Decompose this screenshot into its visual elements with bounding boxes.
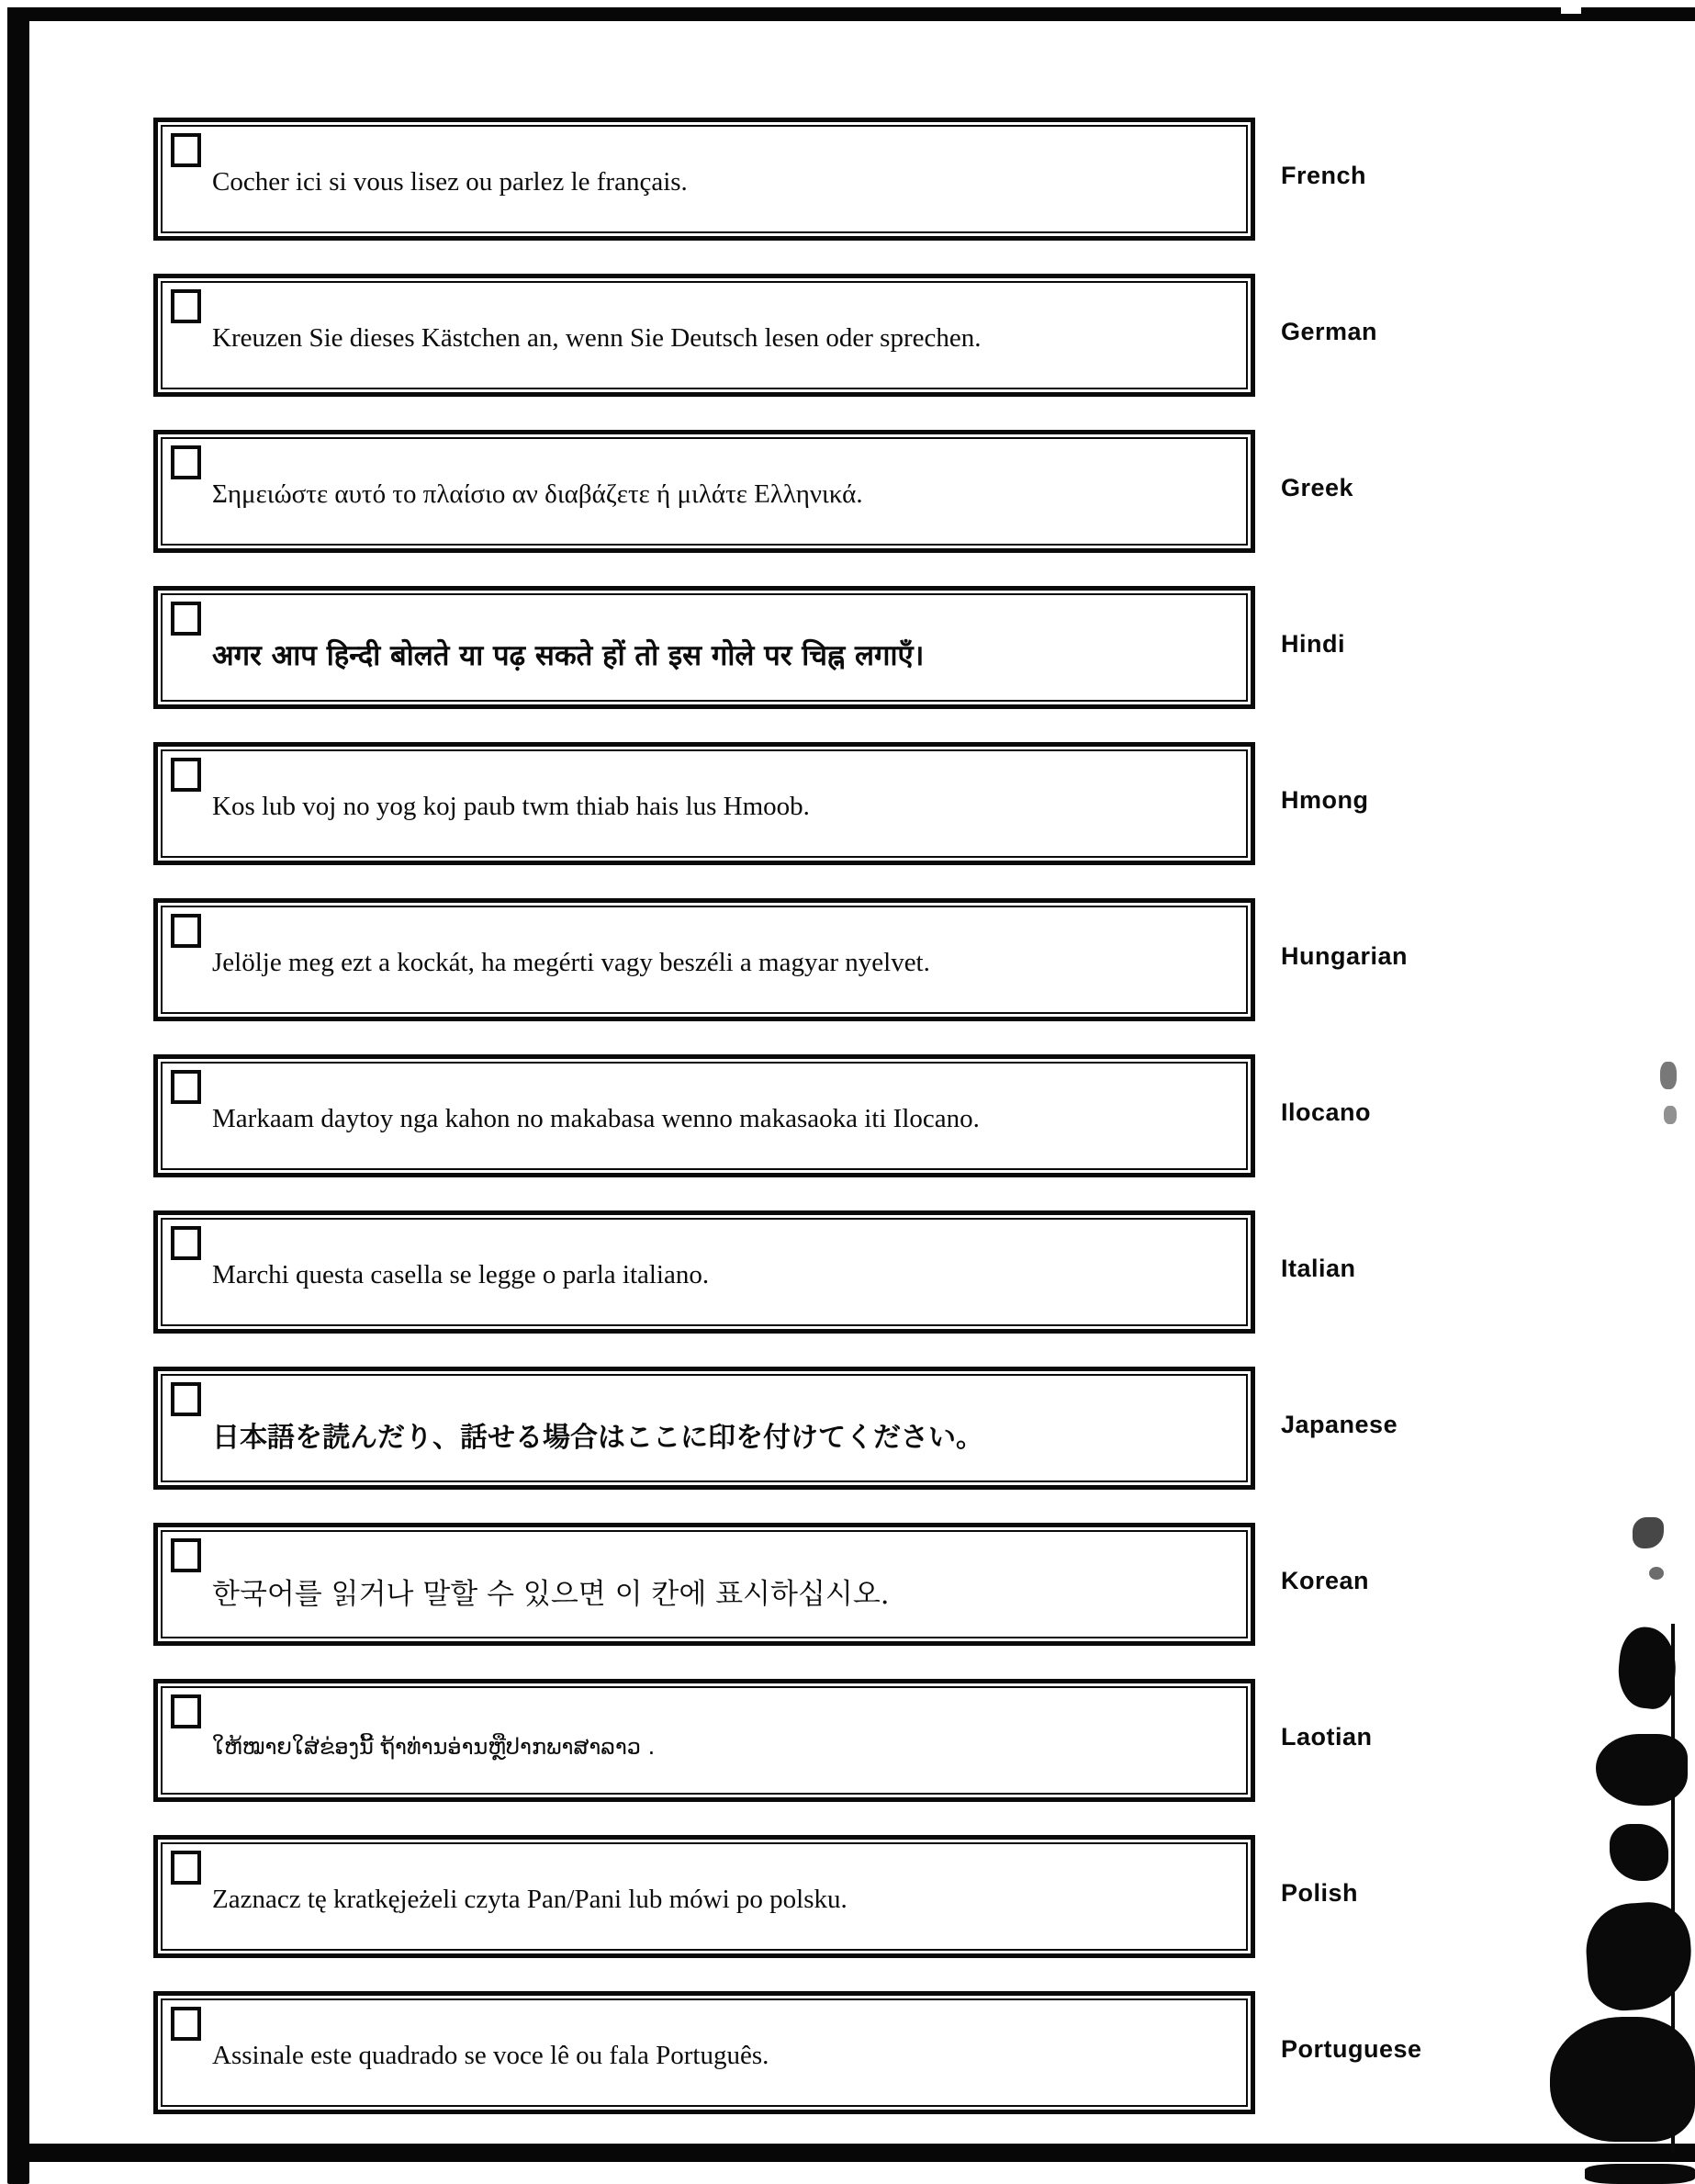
language-statement-box [153, 898, 1255, 1021]
language-checkbox[interactable] [171, 602, 201, 636]
language-row [153, 1835, 1622, 1958]
language-checkbox[interactable] [171, 1694, 201, 1728]
instruction-text: Assinale este quadrado se voce lê ou fala Português. [212, 2041, 769, 2070]
statement-box-inner-border [161, 1530, 1248, 1638]
language-statement-box [153, 1835, 1255, 1958]
instruction-text: Kreuzen Sie dieses Kästchen an, wenn Sie Deutsch lesen oder sprechen. [212, 323, 982, 353]
scan-noise-blob [1615, 1625, 1680, 1711]
language-checkbox[interactable] [171, 133, 201, 167]
instruction-text: Jelölje meg ezt a kockát, ha megérti vagy beszéli a magyar nyelvet. [212, 948, 930, 977]
instruction-text: Markaam daytoy nga kahon no makabasa wenno makasaoka iti Ilocano. [212, 1104, 980, 1133]
language-name-label: Japanese [1281, 1411, 1398, 1438]
language-checkbox[interactable] [171, 1382, 201, 1416]
language-statement-box [153, 1679, 1255, 1802]
instruction-text: Marchi questa casella se legge o parla italiano. [212, 1260, 710, 1289]
instruction-text: Kos lub voj no yog koj paub twm thiab hais lus Hmoob. [212, 792, 810, 821]
language-checkbox[interactable] [171, 1851, 201, 1885]
statement-box-inner-border [161, 281, 1248, 389]
language-statement-box [153, 1210, 1255, 1334]
language-checkbox[interactable] [171, 1538, 201, 1572]
language-name-label: Hmong [1281, 786, 1369, 814]
statement-box-inner-border [161, 125, 1248, 233]
language-checkbox[interactable] [171, 2007, 201, 2041]
statement-box-inner-border [161, 1842, 1248, 1951]
language-statement-box [153, 586, 1255, 709]
language-checkbox[interactable] [171, 445, 201, 479]
language-row [153, 1991, 1622, 2114]
statement-box-inner-border [161, 1062, 1248, 1170]
language-name-label: Laotian [1281, 1723, 1373, 1751]
scan-noise-speck [1649, 1567, 1664, 1580]
language-row [153, 1523, 1622, 1646]
instruction-text: Zaznacz tę kratkęjeżeli czyta Pan/Pani lub mówi po polsku. [212, 1885, 848, 1914]
scan-noise-speck [1660, 1062, 1677, 1089]
scan-artifact-top-notch [1561, 7, 1581, 14]
language-name-label: Italian [1281, 1255, 1356, 1282]
language-checkbox[interactable] [171, 289, 201, 323]
language-statement-box [153, 742, 1255, 865]
language-statement-box [153, 1991, 1255, 2114]
language-name-label: Portuguese [1281, 2035, 1422, 2063]
scan-noise-blob [1633, 1517, 1664, 1548]
scan-artifact-left-bar [7, 9, 29, 2184]
language-rows-container [153, 118, 1622, 2147]
language-statement-box [153, 430, 1255, 553]
language-row [153, 1054, 1622, 1177]
instruction-text: 한국어를 읽거나 말할 수 있으면 이 칸에 표시하십시오. [212, 1578, 890, 1611]
statement-box-inner-border [161, 1374, 1248, 1482]
language-statement-box [153, 1367, 1255, 1490]
language-row [153, 118, 1622, 241]
language-statement-box [153, 1054, 1255, 1177]
instruction-text: अगर आप हिन्दी बोलते या पढ़ सकते हों तो इस गोले पर चिह्न लगाएँ। [212, 639, 925, 672]
language-checkbox[interactable] [171, 914, 201, 948]
language-name-label: Korean [1281, 1567, 1370, 1594]
language-row [153, 1679, 1622, 1802]
language-checkbox[interactable] [171, 1226, 201, 1260]
language-name-label: Hindi [1281, 630, 1345, 658]
language-statement-box [153, 274, 1255, 397]
language-name-label: French [1281, 162, 1367, 189]
language-checkbox[interactable] [171, 1070, 201, 1104]
statement-box-inner-border [161, 906, 1248, 1014]
language-row [153, 1367, 1622, 1490]
statement-box-inner-border [161, 1686, 1248, 1795]
language-statement-box [153, 1523, 1255, 1646]
scan-noise-speck [1664, 1106, 1677, 1124]
language-name-label: Polish [1281, 1879, 1359, 1907]
language-row [153, 1210, 1622, 1334]
language-row [153, 274, 1622, 397]
instruction-text: ໃຫ້ໝາຍໃສ່ຂ່ອງນີ້ ຖ້າທ່ານອ່ານຫຼືປາກພາສາລາວ . [212, 1734, 656, 1760]
statement-box-inner-border [161, 749, 1248, 858]
language-checkbox[interactable] [171, 758, 201, 792]
scan-noise-blob [1585, 2164, 1695, 2184]
instruction-text: Cocher ici si vous lisez ou parlez le français. [212, 167, 688, 197]
statement-box-inner-border [161, 1218, 1248, 1326]
scan-artifact-top-bar [7, 7, 1695, 21]
instruction-text: Σημειώστε αυτό το πλαίσιο αν διαβάζετε ή μιλάτε Ελληνικά. [212, 479, 863, 509]
language-name-label: German [1281, 318, 1378, 345]
statement-box-inner-border [161, 1998, 1248, 2107]
language-name-label: Hungarian [1281, 942, 1409, 970]
language-row [153, 430, 1622, 553]
language-name-label: Greek [1281, 474, 1354, 501]
instruction-text: 日本語を読んだり、話せる場合はここに印を付けてください。 [212, 1422, 983, 1454]
language-row [153, 742, 1622, 865]
scan-noise-streak [1671, 1624, 1675, 2152]
language-row [153, 898, 1622, 1021]
language-name-label: Ilocano [1281, 1098, 1372, 1126]
language-statement-box [153, 118, 1255, 241]
statement-box-inner-border [161, 593, 1248, 702]
statement-box-inner-border [161, 437, 1248, 546]
language-row [153, 586, 1622, 709]
